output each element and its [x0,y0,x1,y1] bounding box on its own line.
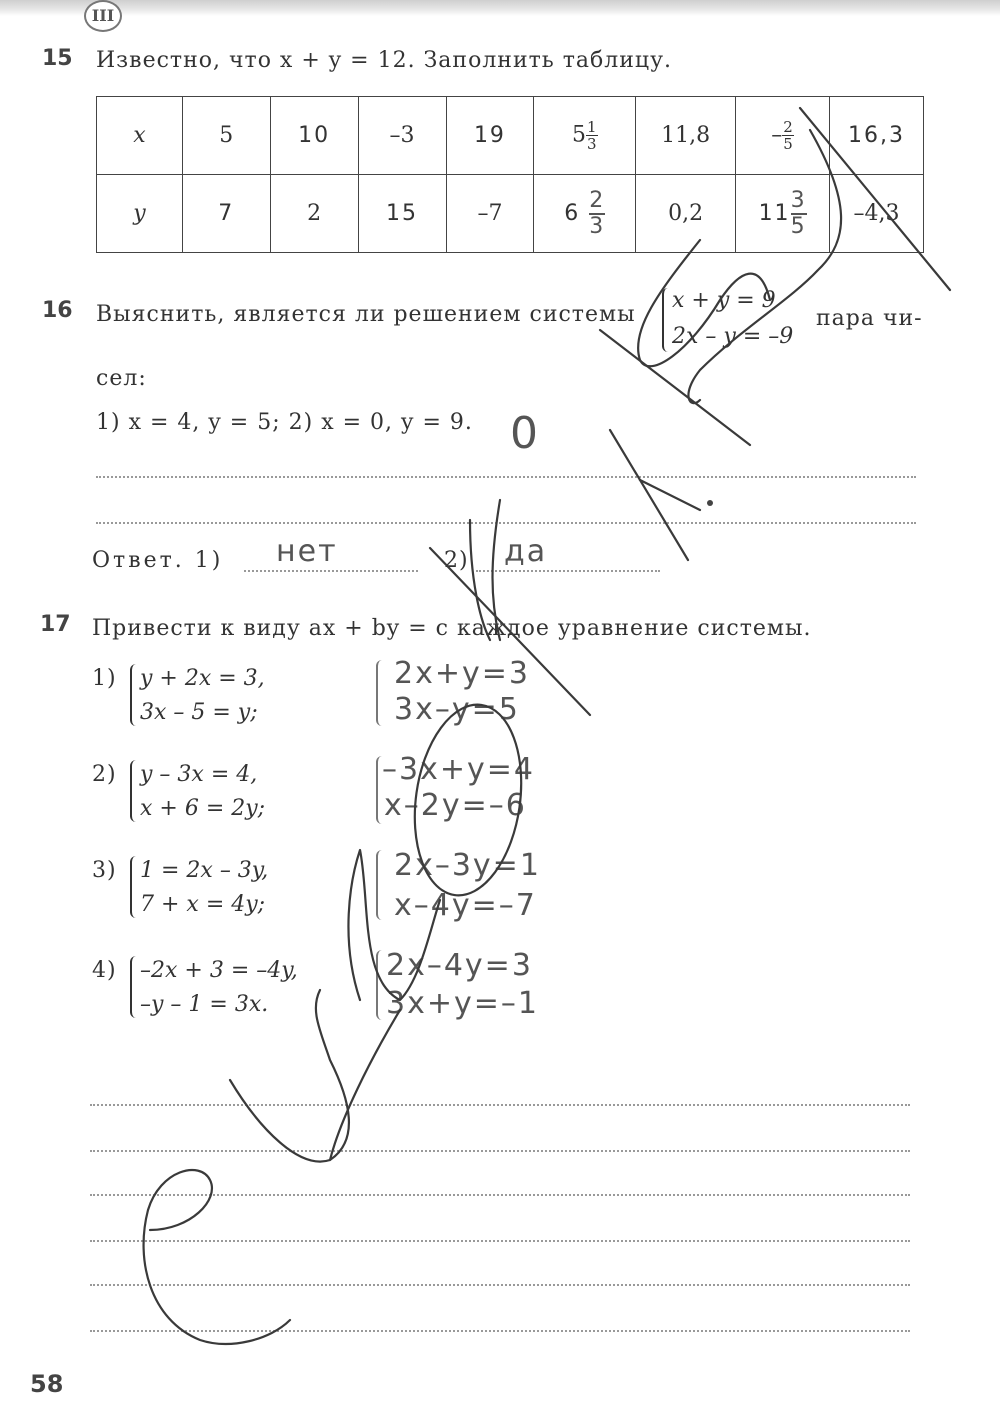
task-15-statement: Известно, что x + y = 12. Заполнить таблицу. [96,48,673,73]
system-4-answer-2: 3x+y=–1 [386,986,539,1021]
section-badge: III [84,0,122,32]
system-1-answer-brace [376,660,386,726]
table-cell-handwritten-fraction: 11 $\frac{3}{5}$ [736,175,830,253]
table-cell-handwritten: 19 [446,97,534,175]
table-cell: 11,8 [636,97,736,175]
table-cell: –7 [446,175,534,253]
table-cell-handwritten: 16,3 [830,97,924,175]
system-1-equation-1: y + 2x = 3, [140,666,265,691]
writing-line [90,1150,910,1152]
system-2-answer-1: –3x+y=4 [382,752,535,787]
system-4-brace [130,956,140,1018]
writing-line [90,1330,910,1332]
answer-1-handwritten: нет [276,534,338,569]
system-1-answer-1: 2x+y=3 [394,656,530,691]
system-2-equation-1: y – 3x = 4, [140,762,258,787]
table-cell-mixed-fraction: 5 $\frac{1}{3}$ [534,97,636,175]
system-brace [662,288,672,352]
table-cell-handwritten-fraction: 6 $\frac{2}{3}$ [534,175,636,253]
table-cell: 0,2 [636,175,736,253]
system-4-answer-brace [376,950,386,1020]
system-3-answer-1: 2x–3y=1 [394,848,541,883]
table-row-y [97,175,924,253]
row-x-label: x [97,97,183,175]
table-cell-fraction: – $\frac{2}{5}$ [736,97,830,175]
scribble-stroke [640,480,700,510]
system-3-equation-1: 1 = 2x – 3y, [140,858,269,883]
table-cell: 5 [182,97,270,175]
page-number: 58 [30,1370,64,1398]
system-2-label: 2) [92,762,117,787]
system-1-answer-2: 3x–y=5 [394,692,520,727]
task-16-statement-start: Выяснить, является ли решением системы [96,302,636,327]
system-1-brace [130,664,140,726]
answer-1-line [244,570,418,572]
handwritten-mark: 0 [510,408,540,459]
table-cell-handwritten: 7 [182,175,270,253]
system-2-brace [130,760,140,822]
answer-line [96,522,916,524]
system-3-answer-2: x–4y=–7 [394,888,537,923]
table-cell: –3 [358,97,446,175]
writing-line [90,1284,910,1286]
answer-line [96,476,916,478]
task-16-pairs: 1) x = 4, y = 5; 2) x = 0, y = 9. [96,410,473,435]
system-4-answer-1: 2x–4y=3 [386,948,533,983]
system-3-answer-brace [376,850,386,920]
system-4-equation-2: –y – 1 = 3x. [140,992,269,1017]
scan-top-edge [0,0,1000,16]
task-15-number: 15 [42,46,73,71]
system-3-equation-2: 7 + x = 4y; [140,892,266,917]
writing-line [90,1240,910,1242]
system-equation-2: 2x – y = –9 [672,324,794,349]
answer-2-label: 2) [444,548,469,573]
task-16-statement-end: пара чи- [816,306,923,331]
scribble-stroke [144,1170,290,1344]
system-2-equation-2: x + 6 = 2y; [140,796,266,821]
writing-line [90,1194,910,1196]
task-16-number: 16 [42,298,73,323]
system-1-equation-2: 3x – 5 = y; [140,700,258,725]
table-cell: –4,3 [830,175,924,253]
system-equation-1: x + y = 9 [672,288,776,313]
system-1-label: 1) [92,666,117,691]
table-cell-handwritten: 10 [270,97,358,175]
system-4-label: 4) [92,958,117,983]
table-cell: 2 [270,175,358,253]
system-2-answer-2: x–2y=–6 [384,788,527,823]
scribble-stroke [330,1010,400,1160]
table-row-x [97,97,924,175]
answer-2-line [476,570,660,572]
task-17-statement: Привести к виду ax + by = c каждое уравнение системы. [92,616,812,641]
answer-2-handwritten: да [504,534,548,569]
table-cell-handwritten: 15 [358,175,446,253]
answer-label: Ответ. 1) [92,548,224,573]
system-3-label: 3) [92,858,117,883]
ink-dot [707,500,713,506]
scribble-stroke [610,430,688,560]
row-y-label: y [97,175,183,253]
system-3-brace [130,856,140,918]
system-4-equation-1: –2x + 3 = –4y, [140,958,298,983]
task-16-statement-wrap: сел: [96,366,147,391]
task-17-number: 17 [40,612,71,637]
values-table [96,96,924,253]
writing-line [90,1104,910,1106]
